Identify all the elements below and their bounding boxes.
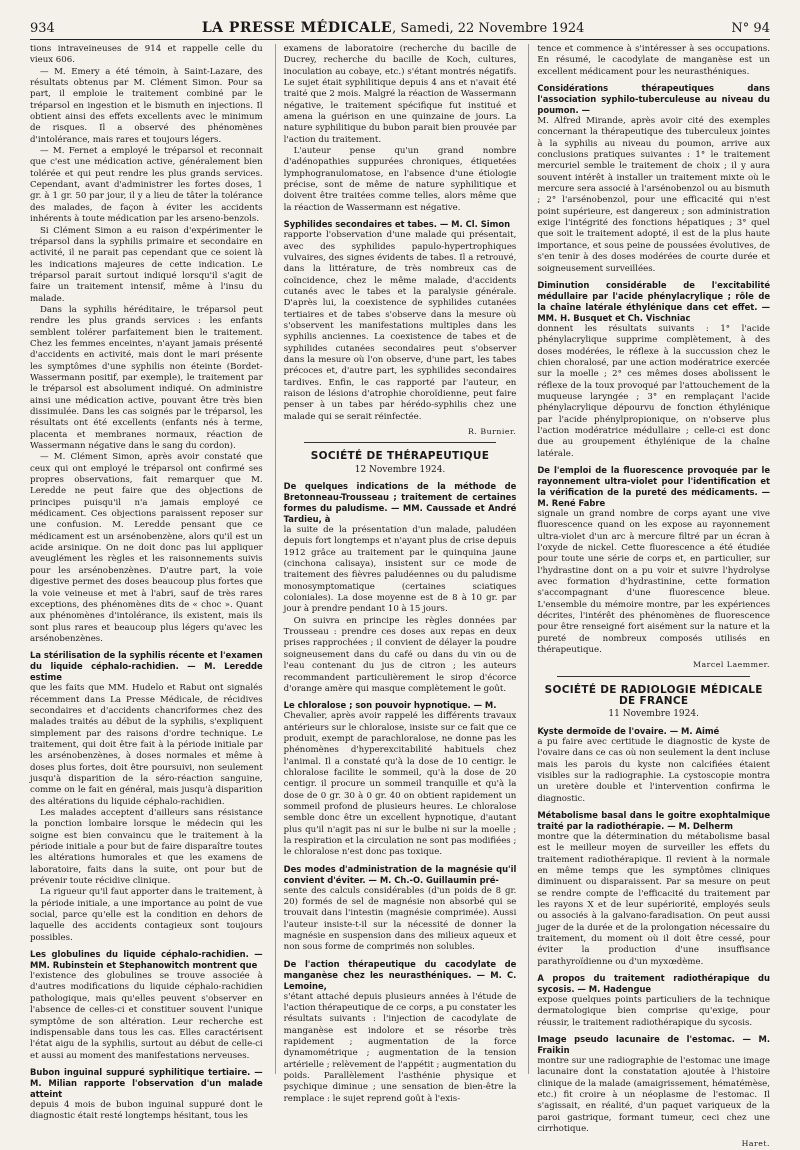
column-2 <box>275 44 517 1104</box>
article-heading: Des modes d'administration de la magnésie qu'il convient d'éviter. — M. Ch.-O. Guillaumin pré- <box>283 863 517 885</box>
article-heading: Considérations thérapeutiques dans l'association syphilo-tuberculeuse au niveau du poumon. — <box>537 83 771 116</box>
author-signature: R. Burnier. <box>468 427 517 436</box>
paragraph: s'étant attaché depuis plusieurs années à l'étude de l'action thérapeutique de ce corps, a pu constater les résultats suivants : l'injection de cacodylate de manganèse est indolore et se résorbe très rapidement ; augmentation de la force dynamométrique ; augmentation de la tension artérielle ; relèvement de l'appétit ; augmentation du poids. Parallèlement l'asthénie physique et psychique diminue ; une sensation de bien-être la remplace : le sujet reprend goût à l'exis- <box>283 991 517 1104</box>
column-1 <box>30 44 263 1122</box>
article-heading: Les globulines du liquide céphalo-rachidien. — MM. Rubinstein et Stephanowitch montrent que <box>30 949 263 971</box>
paragraph: L'auteur pense qu'un grand nombre d'adénopathies suppurées chroniques, étiquetées lymphogranulomatose, en l'absence d'une étiologie précise, sont de même de nature syphilitique et doivent être traitées comme telles, alors même que la réaction de Wassermann est négative. <box>283 146 517 213</box>
paragraph: montre que la détermination du métabolisme basal est le meilleur moyen de surveiller les effets du traitement radiothérapique. Il revient à la normale en même temps que les symptômes cliniques diminuent ou disparaissent. Par sa mesure on peut se rendre compte de l'efficacité du traitement par les rayons X et de leur supériorité, employés seuls ou associés à la galvano-faradisation. On peut aussi juger de la durée et de la prolongation nécessaire du traitement, du moment où il doit être cessé, pour éviter la production d'une insuffisance parathyroïdienne ou d'un myxœdème. <box>537 831 771 967</box>
paragraph: l'existence des globulines se trouve associée à d'autres modifications du liquide céphalo-rachidien pathologique, mais qu'elles peuvent s'observer en l'absence de celles-ci et constituer souvent l'unique symptôme de son altération. Leur recherche est indispensable dans tous les cas. Elles caractérisent l'état aigu de la syphilis, surtout au début de celle-ci et aussi au moment des manifestations nerveuses. <box>30 971 263 1061</box>
article-heading: De quelques indications de la méthode de Bretonneau-Trousseau ; traitement de certaines formes du paludisme. — MM. Caussade et André Tardieu, à <box>283 481 517 525</box>
paragraph: M. Alfred Mirande, après avoir cité des exemples concernant la thérapeutique des tuberculeux jointes à la syphilis au niveau du poumon, arrive aux conclusions pratiques suivantes : 1° le traitement mercuriel semble le traitement de choix ; il y aura souvent intérêt à installer un traitement mixte où le mercure sera associé à l'arsénobenzol ou au bismuth ; 2° l'arsénobenzol, pour une efficacité qui n'est point supérieure, est dangereux ; son administration exige l'intégrité des fonctions hépatiques ; 3° quel que soit le traitement adopté, il est de la plus haute importance, et sous peine de poussées évolutives, de s'en tenir à des doses modérées de courte durée et soigneusement surveillées. <box>537 116 771 274</box>
paragraph: sente des calculs considérables (d'un poids de 8 gr. 20) formés de sel de magnésie non absorbé qui se trouvait dans l'intestin (magnésie comprimée). Aussi l'auteur insiste-t-il sur la nécessité de donner la magnésie en suspension dans des milieux aqueux et non sous forme de comprimés non solubles. <box>283 885 517 953</box>
paragraph: Si Clément Simon a eu raison d'expérimenter le tréparsol dans la syphilis primaire et secondaire en activité, il ne parait pas cependant que ce soient là les indications majeures de cette indication. Le tréparsol parait surtout indiqué lorsqu'il s'agit de faire un traitement intensif, même à l'insu du malade. <box>30 225 263 304</box>
paragraph: — M. Fernet a employé le tréparsol et reconnait que c'est une médication active, généralement bien tolérée et qui peut rendre les plus grands services. Cependant, avant d'administrer les fortes doses, 1 gr. à 1 gr. 50 par jour, il y a lieu de tâter la tolérance des malades, de façon à éviter les accidents inhérents à toute médication par les arseno-benzols. <box>30 146 263 225</box>
paragraph: que les faits que MM. Hudelo et Rabut ont signalés récemment dans La Presse Médicale, de récidives secondaires et d'accidents chancriformes chez des malades traités au début de la syphilis, s'expliquent simplement par des raisons d'ordre technique. Le traitement, qui doit être fait à la période initiale par les arsénobenzènes, à doses normales et même à doses plus fortes, doit être poursuivi, non seulement jusqu'à disparition de la séro-réaction sanguine, comme on le fait en général, mais jusqu'à disparition des altérations du liquide céphalo-rachidien. <box>30 683 263 807</box>
paragraph: signale un grand nombre de corps ayant une vive fluorescence quand on les expose au rayonnement ultra-violet d'un arc à mercure filtré par un écran à l'oxyde de nickel. Cette fluorescence a été étudiée pour toute une série de corps et, en particulier, sur l'hydrastine dont on a pu voir et suivre l'hydrolyse avec formation d'hydrastinine, cette formation s'accompagnant d'une fluorescence bleue. L'ensemble du mémoire montre, par les expériences décrites, l'intérêt des phénomènes de fluorescence pour être renseigné fort aisément sur la nature et la pureté de nombreux composés utilisés en thérapeutique. <box>537 508 771 656</box>
author-signature: Marcel Laemmer. <box>693 660 771 670</box>
journal-title: LA PRESSE MÉDICALE <box>201 20 393 36</box>
paragraph: expose quelques points particuliers de la technique dermatologique bien comprise qu'exige, pour réussir, le traitement radiothérapique du sycosis. <box>537 995 771 1028</box>
paragraph: rapporte l'observation d'une malade qui présentait, avec des syphilides papulo-hypertrophiques vulvaires, des signes évidents de tabes. Il a retrouvé, dans la littérature, de très nombreux cas de coïncidence, chez le même malade, d'accidents cutanés avec le tabes et la paralysie générale. D'après lui, la coexistence de syphilides cutanées tertiaires et de tabes s'observe dans la mesure où s'observent les manifestations multiples dans les syphilis anciennes. La coexistence de tabes et de syphilides cutanées secondaires peut s'observer dans la mesure où l'on observe, d'une part, les tabes précoces et, d'autre part, les syphilides secondaires tardives. Enfin, le cas rapporté par l'auteur, en raison de lésions d'atrophie choroïdienne, peut faire penser à un tabes par hérédo-syphilis chez une malade qui se serait réinfectée. <box>283 230 517 422</box>
section-title: SOCIÉTÉ DE THÉRAPEUTIQUE <box>310 450 490 463</box>
issue-number: N° 94 <box>731 21 770 36</box>
article-heading: La stérilisation de la syphilis récente et l'examen du liquide céphalo-rachidien. — M. Leredde estime <box>30 650 263 683</box>
article-heading: De l'action thérapeutique du cacodylate de manganèse chez les neurasthéniques. — M. C. Lemoine, <box>283 958 517 991</box>
article-heading: A propos du traitement radiothérapique du sycosis. — M. Hadengue <box>537 973 771 994</box>
paragraph: — M. Clément Simon, après avoir constaté que ceux qui ont employé le tréparsol ont confirmé ses propres observations, fait remarquer que M. Leredde ne peut faire que des objections de principes puisqu'il n'a jamais employé ce médicament. Ces objections paraissent reposer sur une confusion. M. Leredde pensant que ce médicament est un arsénobenzène, alors qu'il est un acide arsinique. On ne doit donc pas lui appliquer aveuglément les règles et les raisonnements suivis pour les arsénobenzènes. D'autre part, la voie digestive permet des doses beaucoup plus fortes que la voie veineuse et met à l'abri, sauf de très rares exceptions, des phénomènes dits de « choc ». Quant aux phénomènes d'intolérance, ils existent, mais ils sont plus rares et beaucoup plus légers qu'avec les arsénobenzènes. <box>30 452 263 644</box>
article-heading: Syphilides secondaires et tabes. — M. Cl. Simon <box>283 219 511 230</box>
column-3 <box>528 44 771 1149</box>
paragraph: tence et commence à s'intéresser à ses occupations. En résumé, le cacodylate de manganèse est un excellent médicament pour les neurasthéniques. <box>537 44 771 77</box>
session-date: 11 Novembre 1924. <box>608 709 699 720</box>
article-columns <box>30 44 771 1149</box>
paragraph: la suite de la présentation d'un malade, paludéen depuis fort longtemps et n'ayant plus de crise depuis 1912 grâce au traitement par le quinquina jaune (cinchona calisaya), insistent sur ce mode de traitement des fièvres paludéennes ou du paludisme monosymptomatique (certaines sciatiques coloniales). La dose moyenne est de 8 à 10 gr. par jour à prendre pendant 10 à 15 jours. <box>283 525 517 615</box>
paragraph: Chevalier, après avoir rappelé les différents travaux antérieurs sur le chloralose, insiste sur ce fait que ce produit, exempt de parachloralose, ne donne pas les phénomènes d'hyperexcitabilité habituels chez l'animal. Il a constaté qu'à la dose de 10 centigr. le chloralose facilite le sommeil, qu'à la dose de 20 centigr. il procure un sommeil tranquille et qu'à la dose de 0 gr. 30 à 0 gr. 40 on obtient rapidement un sommeil profond de plusieurs heures. Le chloralose semble donc être un excellent hypnotique, d'autant plus qu'il n'agit pas ni sur le bulbe ni sur la moelle ; la respiration et la circulation ne sont pas modifiées ; le chloralose n'est donc pas toxique. <box>283 711 517 858</box>
paragraph: examens de laboratoire (recherche du bacille de Ducrey, recherche du bacille de Koch, cultures, inoculation au cobaye, etc.) s'étant montrés négatifs. Le sujet était syphilitique depuis 4 ans et n'avait été traité que 2 mois. Malgré la réaction de Wassermann négative, le traitement spécifique fut institué et amena la guérison en une quinzaine de jours. La nature syphilitique du bubon parait bien prouvée par l'action du traitement. <box>283 44 517 145</box>
divider <box>304 442 497 443</box>
paragraph: depuis 4 mois de bubon inguinal suppuré dont le diagnostic était resté longtemps hésitant, tous les <box>30 1099 263 1122</box>
article-heading: Métabolisme basal dans le goitre exophtalmique traité par la radiothérapie. — M. Delherm <box>537 809 771 831</box>
paragraph: Les malades acceptent d'ailleurs sans résistance la ponction lombaire lorsque le médecin qui les soigne est bien convaincu que le traitement à la période initiale a pour but de faire disparaître toutes les altérations humorales et que les examens de laboratoire, faits dans la suite, ont pour but de prévenir toute récidive clinique. <box>30 808 263 887</box>
article-heading: Diminution considérable de l'excitabilité médullaire par l'acide phénylacrylique ; rôle de la chaîne latérale éthylénique dans cet effet. — MM. H. Busquet et Ch. Vischniac <box>537 279 771 323</box>
paragraph: donnent les résultats suivants : 1° l'acide phénylacrylique supprime complètement, à des doses modérées, le réflexe à la succussion chez le chien choralosé, par une action modératrice exercée sur la moelle ; 2° ces mêmes doses abolissent le réflexe de la toux provoqué par l'attouchement de la muqueuse laryngée ; 3° en remplaçant l'acide phénylacrylique dépourvu de fonction éthylénique par l'acide phénylpropionique, on n'observe plus l'action modératrice médullaire ; celle-ci est donc due au groupement éthylénique de la chaîne latérale. <box>537 323 771 459</box>
page-header <box>30 14 770 40</box>
article-heading: Image pseudo lacunaire de l'estomac. — M. Fraikin <box>537 1034 771 1056</box>
paragraph: Dans la syphilis héréditaire, le tréparsol peut rendre les plus grands services : les enfants semblent tolérer parfaitement bien le traitement. Chez les femmes enceintes, n'ayant jamais présenté d'accidents en activité, mais dont le mari présente les symptômes d'une syphilis non éteinte (Bordet-Wassermann positif, par exemple), le traitement par le tréparsol est absolument indiqué. On administre ainsi une médication active, pouvant être très bien dissimulée. Dans les cas soignés par le tréparsol, les résultats ont été excellents (enfants nés à terme, placenta et membranes normaux, réaction de Wassermann négative dans le sang du cordon). <box>30 304 263 452</box>
article-heading: De l'emploi de la fluorescence provoquée par le rayonnement ultra-violet pour l'identification et la vérification de la pureté des médicaments. — M. René Fabre <box>537 464 771 508</box>
article-heading: Bubon inguinal suppuré syphilitique tertiaire. — M. Milian rapporte l'observation d'un malade atteint <box>30 1066 263 1099</box>
paragraph: La rigueur qu'il faut apporter dans le traitement, à la période initiale, a une importance au point de vue social, parce qu'elle est la condition en dehors de laquelle des accidents contagieux sont toujours possibles. <box>30 887 263 943</box>
section-title: SOCIÉTÉ DE RADIOLOGIE MÉDICALE DE FRANCE <box>544 683 763 708</box>
paragraph: a pu faire avec certitude le diagnostic de kyste de l'ovaire dans ce cas où non seulement la dent incluse mais les parois du kyste non calcifiées étaient visibles sur la radiographie. La cystoscopie montra un uretère double et l'intervention confirma le diagnostic. <box>537 736 771 804</box>
paragraph: tions intraveineuses de 914 et rappelle celle du vieux 606. <box>30 44 263 66</box>
divider <box>557 676 750 677</box>
page-number: 934 <box>30 21 55 36</box>
journal-header: LA PRESSE MÉDICALE, Samedi, 22 Novembre 1924 <box>201 20 585 36</box>
article-heading: Kyste dermoïde de l'ovaire. — M. Aimé <box>537 725 720 736</box>
paragraph: On suivra en principe les règles données par Trousseau : prendre ces doses aux repas en deux prises rapprochées ; il convient de délayer la poudre soigneusement dans du café ou dans du vin ou de l'eau contenant du jus de citron ; les auteurs recommandent particulièrement le sirop d'écorce d'orange amère qui masque complètement le goût. <box>283 615 517 694</box>
article-heading: Le chloralose ; son pouvoir hypnotique. — M. <box>283 700 497 711</box>
issue-date: Samedi, 22 Novembre 1924 <box>400 21 585 36</box>
paragraph: — M. Emery a été témoin, à Saint-Lazare, des résultats obtenus par M. Clément Simon. Pour sa part, il emploie le traitement combiné par le tréparsol en ingestion et le bismuth en injections. Il obtient ainsi des effets excellents avec le minimum de risques. Il a observé des phénomènes d'intolérance, mais rares et toujours légers. <box>30 66 263 145</box>
paragraph: montre sur une radiographie de l'estomac une image lacunaire dont la constatation ajoutée à l'histoire clinique de la malade (amaigrissement, hématémèse, etc.) fit croire à un néoplasme de l'estomac. Il s'agissait, en réalité, d'un paquet variqueux de la paroi gastrique, formant tumeur, ceci chez une cirrhotique. <box>537 1056 771 1135</box>
author-signature: Haret. <box>741 1139 771 1149</box>
session-date: 12 Novembre 1924. <box>354 464 446 475</box>
